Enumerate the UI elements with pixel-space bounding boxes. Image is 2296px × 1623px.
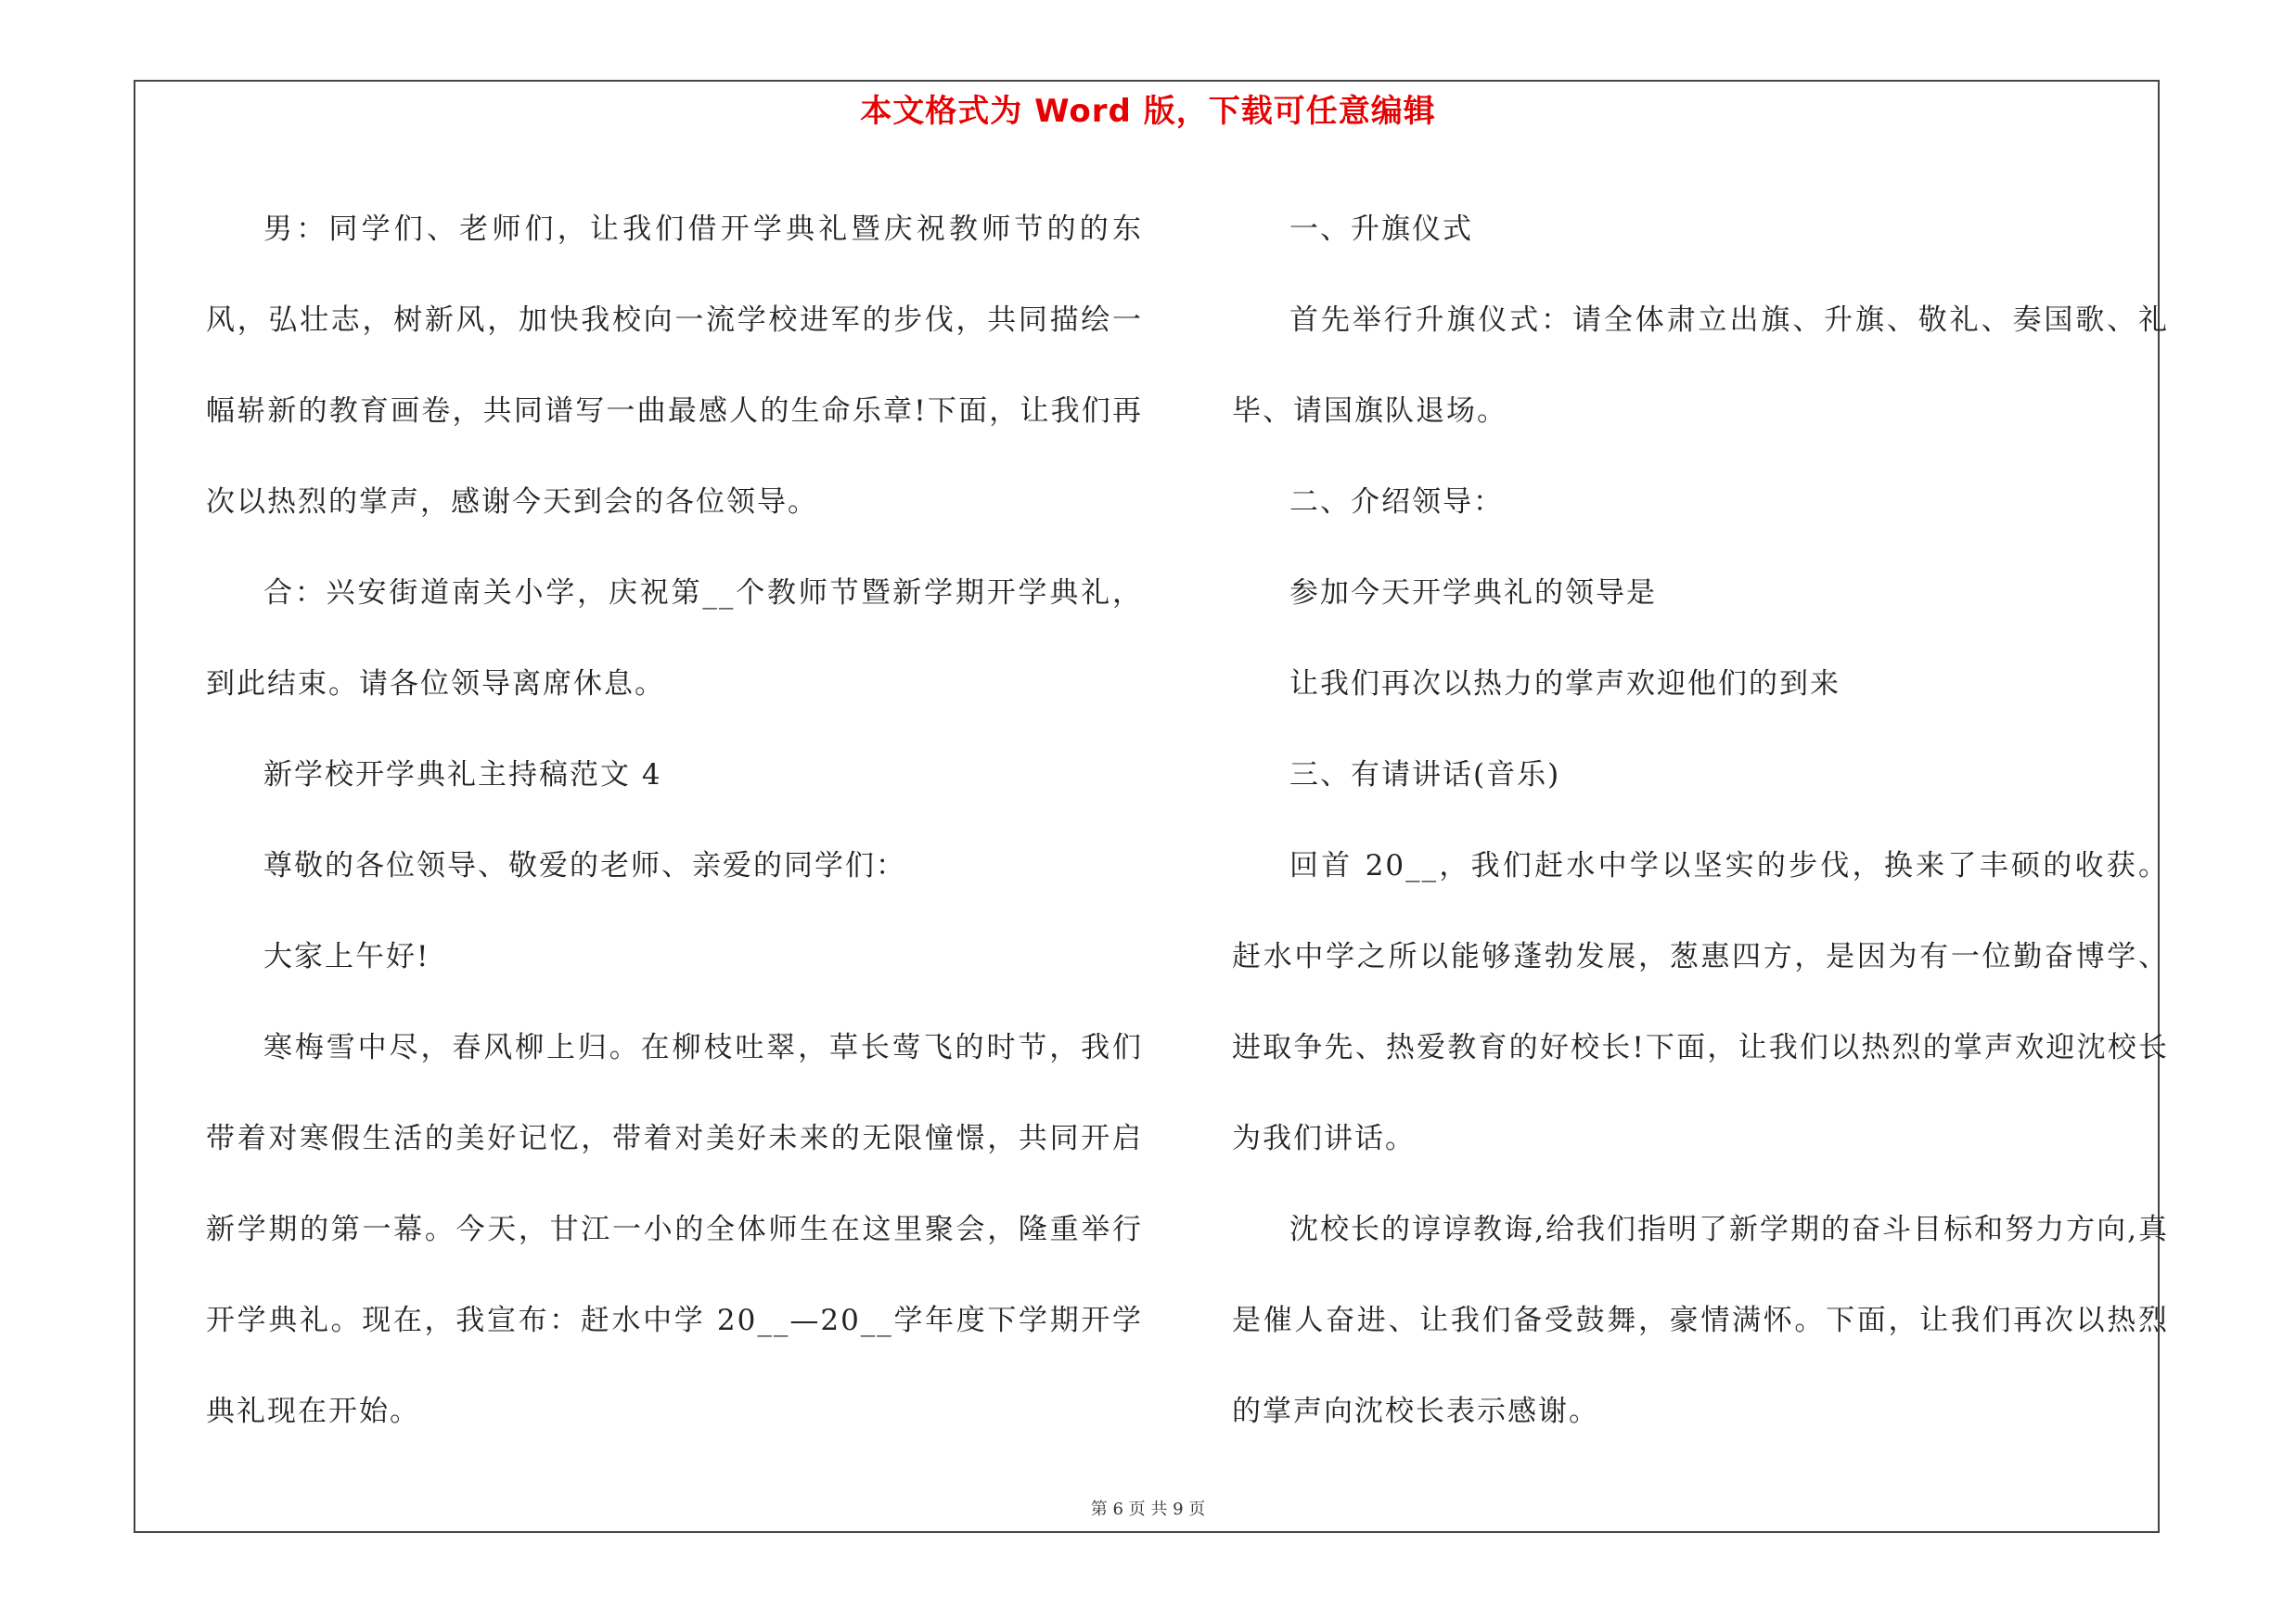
left-paragraph-3: 新学校开学典礼主持稿范文 4 bbox=[263, 758, 662, 792]
left-paragraph-6: 寒梅雪中尽，春风柳上归。在柳枝吐翠，草长莺飞的时节，我们带着对寒假生活的美好记忆，带着对美好未来的无限憧憬，共同开启新学期的第一幕。今天，甘江一小的全体师生在这里聚会，隆重举行开学典礼。现在，我宣布：赶水中学 20__—20__学年度下学期开学典礼现在开始。 bbox=[206, 1031, 1143, 1428]
left-paragraph-2: 合：兴安街道南关小学，庆祝第__个教师节暨新学期开学典礼，到此结束。请各位领导离席休息。 bbox=[206, 576, 1143, 701]
right-paragraph-6: 三、有请讲话(音乐) bbox=[1289, 758, 1561, 792]
right-paragraph-5: 让我们再次以热力的掌声欢迎他们的到来 bbox=[1289, 667, 1841, 701]
right-paragraph-4: 参加今天开学典礼的领导是 bbox=[1289, 576, 1657, 610]
left-paragraph-1: 男：同学们、老师们，让我们借开学典礼暨庆祝教师节的的东风，弘壮志，树新风，加快我校向一流学校进军的步伐，共同描绘一幅崭新的教育画卷，共同谱写一曲最感人的生命乐章!下面，让我们再次以热烈的掌声，感谢今天到会的各位领导。 bbox=[206, 213, 1143, 519]
right-paragraph-3: 二、介绍领导： bbox=[1289, 485, 1504, 519]
document-header-title: 本文格式为 Word 版，下载可任意编辑 bbox=[860, 93, 1436, 130]
right-paragraph-1: 一、升旗仪式 bbox=[1289, 213, 1473, 246]
right-paragraph-7: 回首 20__，我们赶水中学以坚实的步伐，换来了丰硕的收获。赶水中学之所以能够蓬勃发展，葱惠四方，是因为有一位勤奋博学、进取争先、热爱教育的好校长!下面，让我们以热烈的掌声欢迎沈校长为我们讲话。 bbox=[1232, 849, 2169, 1155]
left-paragraph-4: 尊敬的各位领导、敬爱的老师、亲爱的同学们： bbox=[263, 849, 906, 882]
right-paragraph-2: 首先举行升旗仪式：请全体肃立出旗、升旗、敬礼、奏国歌、礼毕、请国旗队退场。 bbox=[1232, 303, 2169, 428]
right-column bbox=[1232, 184, 2169, 1457]
right-paragraph-8: 沈校长的谆谆教诲,给我们指明了新学期的奋斗目标和努力方向,真是催人奋进、让我们备受鼓舞，豪情满怀。下面，让我们再次以热烈的掌声向沈校长表示感谢。 bbox=[1232, 1213, 2169, 1428]
page-number-footer: 第 6 页 共 9 页 bbox=[1090, 1500, 1206, 1519]
left-paragraph-5: 大家上午好! bbox=[263, 940, 430, 973]
left-column bbox=[206, 184, 1143, 1457]
